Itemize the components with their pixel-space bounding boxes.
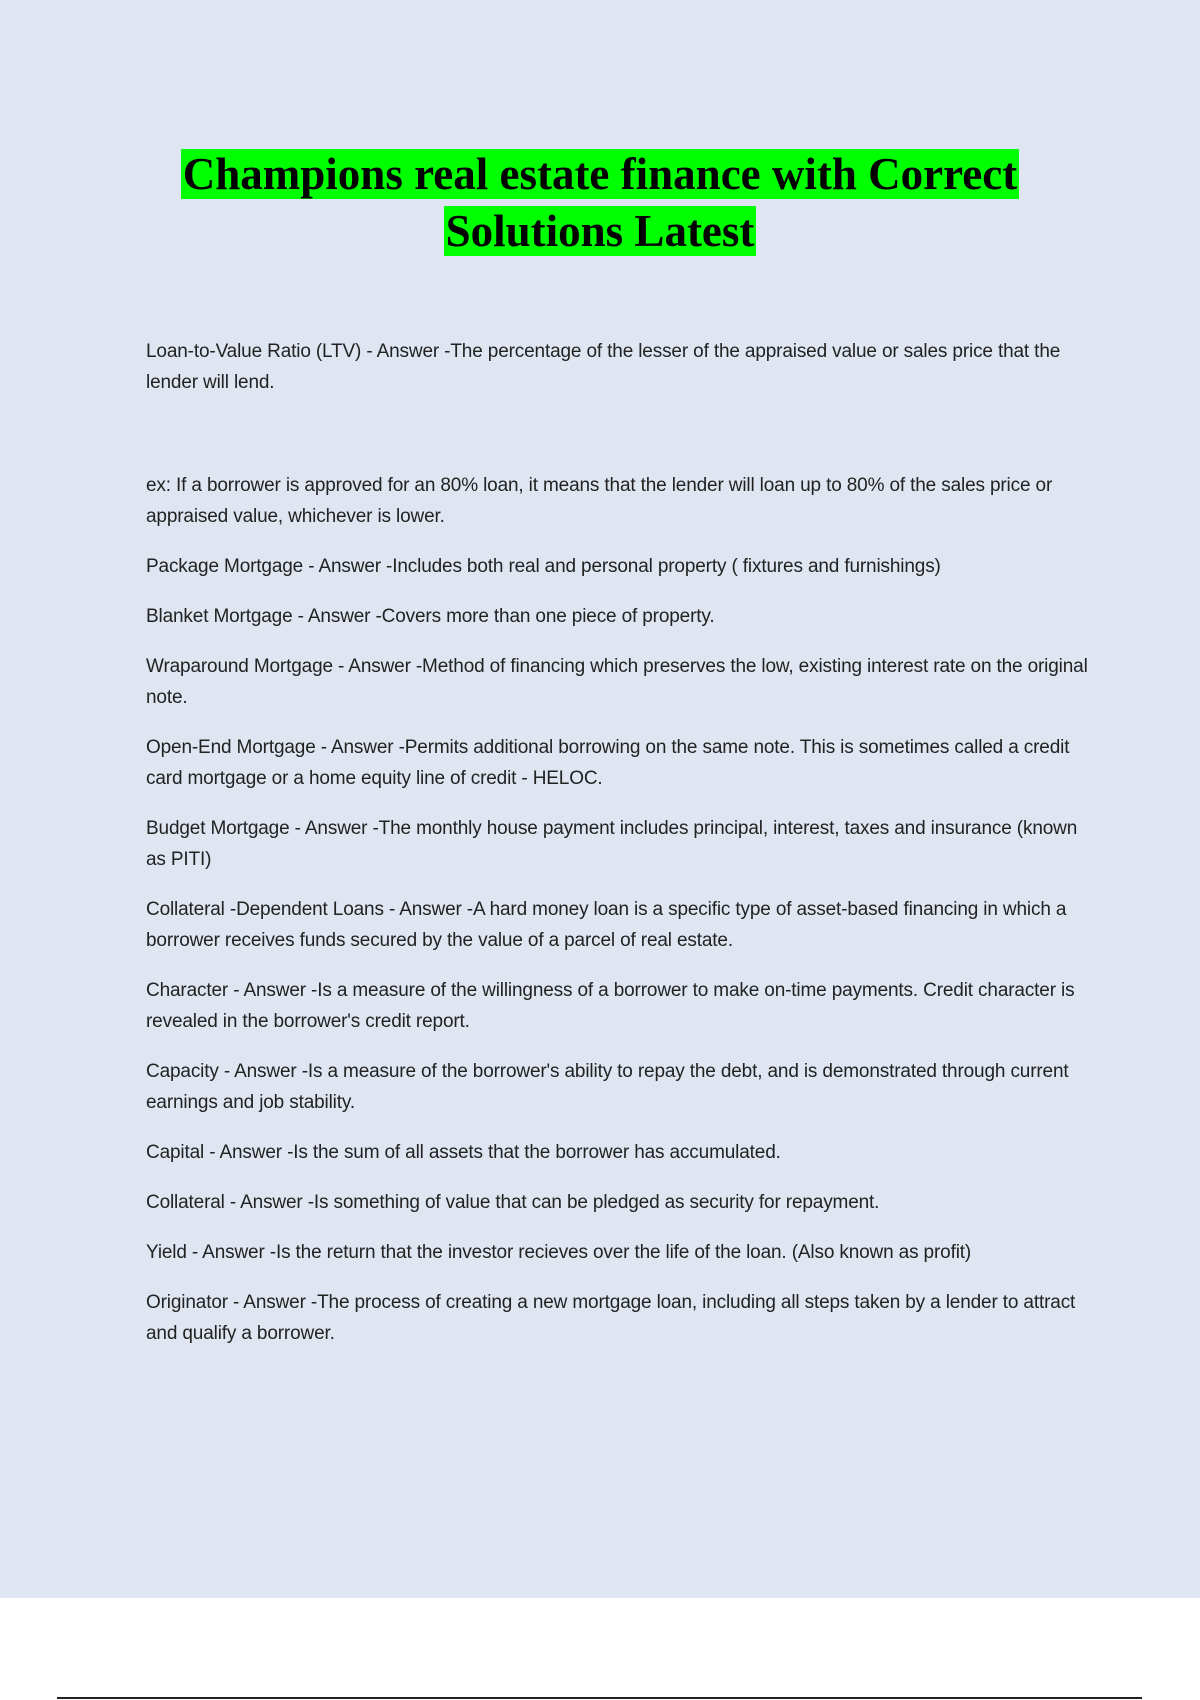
definition-entry-capital: Capital - Answer -Is the sum of all assets that the borrower has accumulated. (146, 1142, 781, 1163)
document-title: Champions real estate finance with Correct Solutions Latest (182, 149, 1018, 256)
definition-entry-package-mortgage: Package Mortgage - Answer -Includes both real and personal property ( fixtures and furnishings) (146, 556, 941, 577)
definition-entry-collateral: Collateral - Answer -Is something of value that can be pledged as security for repayment. (146, 1192, 880, 1213)
definition-entry-ltv: Loan-to-Value Ratio (LTV) - Answer -The percentage of the lesser of the appraised value or sales price that the lender will lend. (146, 341, 1061, 393)
definition-entry-yield: Yield - Answer -Is the return that the investor recieves over the life of the loan. (Also known as profit) (146, 1242, 972, 1263)
definition-entry-wraparound-mortgage: Wraparound Mortgage - Answer -Method of financing which preserves the low, existing interest rate on the original note. (146, 656, 1088, 708)
definition-entry-blanket-mortgage: Blanket Mortgage - Answer -Covers more than one piece of property. (146, 606, 715, 627)
definition-entry-capacity: Capacity - Answer -Is a measure of the borrower's ability to repay the debt, and is demonstrated through current earnings and job stability. (146, 1061, 1069, 1113)
definition-entry-collateral-dependent-loans: Collateral -Dependent Loans - Answer -A hard money loan is a specific type of asset-based financing in which a borrower receives funds secured by the value of a parcel of real estate. (146, 899, 1067, 951)
title-block (100, 146, 1100, 260)
definition-entry-originator: Originator - Answer -The process of creating a new mortgage loan, including all steps taken by a lender to attract and qualify a borrower. (146, 1292, 1076, 1344)
definition-entry-budget-mortgage: Budget Mortgage - Answer -The monthly house payment includes principal, interest, taxes and insurance (known as PITI) (146, 818, 1078, 870)
definition-entry-open-end-mortgage: Open-End Mortgage - Answer -Permits additional borrowing on the same note. This is sometimes called a credit card mortgage or a home equity line of credit - HELOC. (146, 737, 1070, 789)
footer-divider (57, 1697, 1142, 1699)
definition-entry-character: Character - Answer -Is a measure of the willingness of a borrower to make on-time payments. Credit character is revealed in the borrower's credit report. (146, 980, 1075, 1032)
document-body (146, 336, 1096, 1368)
definition-example-ltv: ex: If a borrower is approved for an 80% loan, it means that the lender will loan up to 80% of the sales price or appraised value, whichever is lower. (146, 475, 1053, 527)
